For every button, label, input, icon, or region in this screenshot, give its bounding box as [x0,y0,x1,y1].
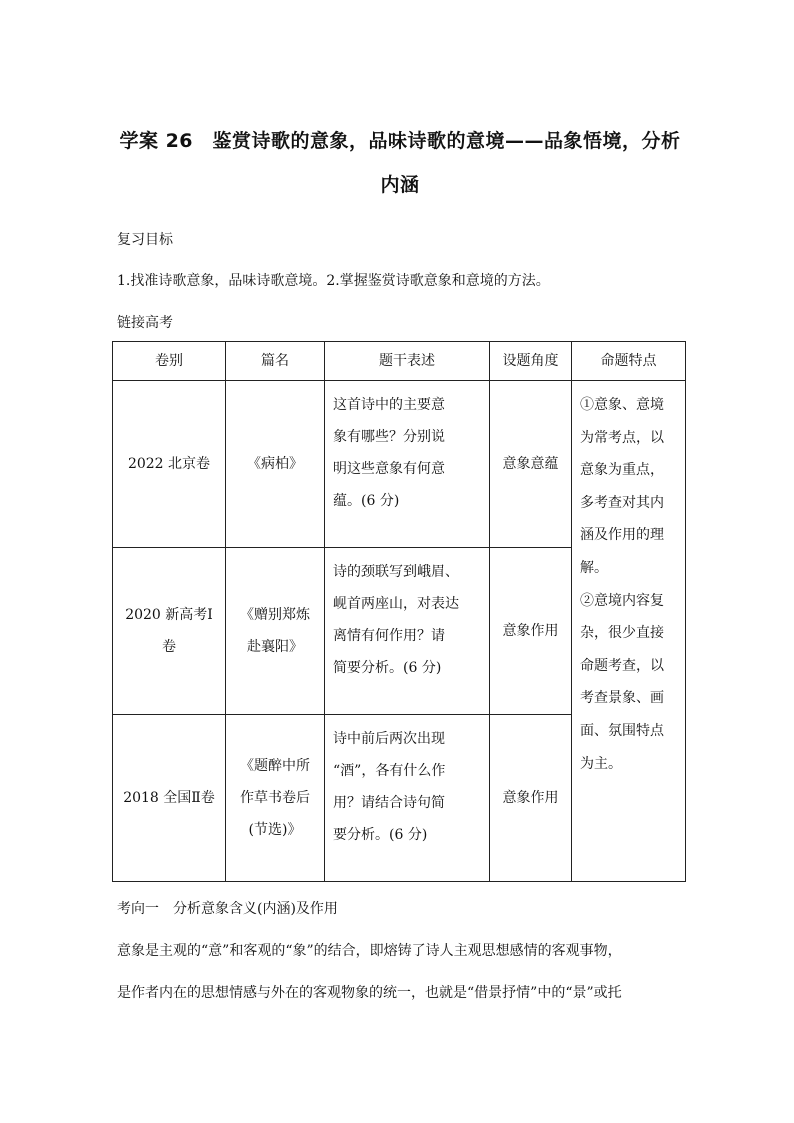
review-goals: 1.找准诗歌意象，品味诗歌意境。2.掌握鉴赏诗歌意象和意境的方法。 [117,273,550,289]
header-piece: 篇名 [226,342,325,381]
cell-piece-line: 作草书卷后 [240,790,310,806]
features-line: 涵及作用的理 [580,527,664,544]
features-line: 为常考点，以 [580,429,664,446]
cell-angle: 意象意蕴 [490,381,572,548]
cell-angle: 意象作用 [490,715,572,882]
page-title-line-2: 内涵 [380,174,420,196]
cell-stem-line: 这首诗中的主要意 [333,397,445,413]
body-paragraph-line-2: 是作者内在的思想情感与外在的客观物象的统一，也就是“借景抒情”中的“景”或托 [117,985,622,1001]
cell-piece-line: (节选)》 [248,822,302,838]
features-line: 杂，很少直接 [580,625,664,642]
cell-stem-line: 蕴。(6 分) [333,493,400,509]
features-line: ②意境内容复 [580,592,664,609]
cell-paper-line: 2022 北京卷 [127,456,211,472]
cell-stem-line: 要分析。(6 分) [333,827,428,843]
cell-stem-line: 象有哪些？分别说 [333,429,445,445]
features-line: ①意象、意境 [580,397,664,413]
header-paper: 卷别 [113,342,226,381]
cell-stem-line: “酒”，各有什么作 [333,763,446,779]
header-stem: 题干表述 [325,342,490,381]
cell-stem-line: 简要分析。(6 分) [333,660,442,676]
cell-stem [325,715,490,882]
cell-paper [113,381,226,548]
cell-piece-line: 赴襄阳》 [247,639,303,655]
features-line: 解。 [580,559,608,576]
features-line: 意象为重点， [580,462,664,479]
cell-piece-line: 《赠别郑炼 [240,607,310,623]
cell-stem-line: 明这些意象有何意 [333,461,445,477]
features-line: 命题考查，以 [580,657,664,674]
page-title-line-1: 学案 26 鉴赏诗歌的意象，品味诗歌的意境——品象悟境，分析 [119,130,681,152]
cell-piece [226,548,325,715]
body-paragraph-line-1: 意象是主观的“意”和客观的“象”的结合，即熔铸了诗人主观思想感情的客观事物， [117,943,622,959]
section-heading: 考向一 分析意象含义(内涵)及作用 [117,901,338,917]
table-row [113,381,686,548]
cell-features [572,381,686,882]
features-line: 为主。 [580,755,622,772]
cell-piece-line: 《题醉中所 [240,758,310,774]
cell-paper-line: 2018 全国Ⅱ卷 [123,790,215,806]
cell-paper-line: 2020 新高考Ⅰ [125,607,213,623]
link-heading: 链接高考 [117,315,173,331]
cell-stem [325,381,490,548]
cell-stem-line: 诗的颈联写到峨眉、 [333,564,459,580]
cell-stem-line: 岘首两座山，对表达 [333,596,459,612]
features-line: 面、氛围特点 [580,722,664,739]
exam-table [112,341,686,882]
cell-paper [113,715,226,882]
review-heading: 复习目标 [117,232,173,248]
cell-stem-line: 离情有何作用？请 [333,628,445,644]
cell-stem-line: 用？请结合诗句简 [333,795,445,811]
table-header-row [113,342,686,381]
cell-paper [113,548,226,715]
header-angle: 设题角度 [490,342,572,381]
cell-angle: 意象作用 [490,548,572,715]
features-line: 多考查对其内 [580,494,664,511]
header-features: 命题特点 [572,342,686,381]
cell-piece [226,381,325,548]
cell-piece [226,715,325,882]
cell-stem-line: 诗中前后两次出现 [333,731,445,747]
features-line: 考查景象、画 [580,690,664,707]
cell-stem [325,548,490,715]
cell-piece-line: 《病柏》 [247,456,303,472]
cell-paper-line: 卷 [162,639,176,655]
